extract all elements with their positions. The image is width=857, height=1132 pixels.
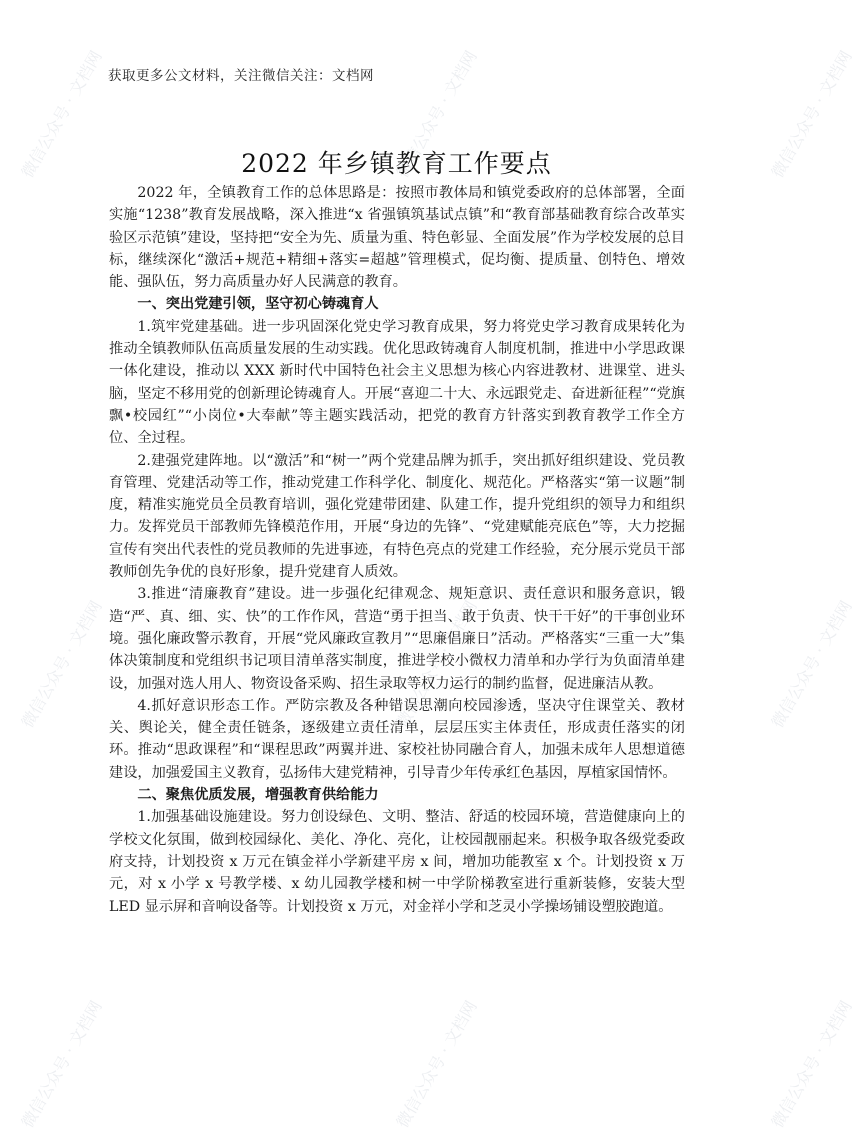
- section-heading: 一、突出党建引领，坚守初心铸魂育人: [137, 296, 379, 313]
- watermark: 微信公众号 · 文档网: [392, 47, 481, 181]
- watermark: 微信公众号 · 文档网: [767, 47, 856, 181]
- section-paragraph: 2.建强党建阵地。以“激活”和“树一”两个党建品牌为抓手，突出抓好组织建设、党员教育管理、党建活动等工作，推动党建工作科学化、制度化、规范化。严格落实“第一议题”制度，精准实施党员全员教育培训，强化党建带团建、队建工作，提升党组织的领导力和组织力。发挥党员干部教师先锋模范作用，开展“身边的先锋”、“党建赋能亮底色”等，大力挖掘宣传有突出代表性的党员教师的先进事迹，有特色亮点的党建工作经验，充分展示党员干部教师创先争优的良好形象，提升党建育人质效。: [109, 452, 685, 581]
- section-paragraph: 1.筑牢党建基础。进一步巩固深化党史学习教育成果，努力将党史学习教育成果转化为推动全镇教师队伍高质量发展的生动实践。优化思政铸魂育人制度机制，推进中小学思政课一体化建设，推动以 XXX 新时代中国特色社会主义思想为核心内容进教材、进课堂、进头脑，坚定不移用党的创新理论铸魂育人。开展“喜迎二十大、永远跟党走、奋进新征程”“党旗飘•校园红”“小岗位•大奉献”等主题实践活动，把党的教育方针落实到教育教学工作全方位、全过程。: [109, 318, 685, 447]
- section-paragraph: 1.加强基础设施建设。努力创设绿色、文明、整洁、舒适的校园环境，营造健康向上的学校文化氛围，做到校园绿化、美化、净化、亮化，让校园靓丽起来。积极争取各级党委政府支持，计划投资 x 万元在镇金祥小学新建平房 x 间，增加功能教室 x 个。计划投资 x 万元，对 x 小学 x 号教学楼、x 幼儿园教学楼和树一中学阶梯教室进行重新装修，安装大型 LED 显示屏和音响设备等。计划投资 x 万元，对金祥小学和芝灵小学操场铺设塑胶跑道。: [109, 809, 685, 915]
- section-paragraph: 3.推进“清廉教育”建设。进一步强化纪律观念、规矩意识、责任意识和服务意识，锻造“严、真、细、实、快”的工作作风，营造“勇于担当、敢于负责、快干干好”的干事创业环境。强化廉政警示教育，开展“党风廉政宣教月”“思廉倡廉日”活动。严格落实“三重一大”集体决策制度和党组织书记项目清单落实制度，推进学校小微权力清单和办学行为负面清单建设，加强对选人用人、物资设备采购、招生录取等权力运行的制约监督，促进廉洁从教。: [109, 586, 685, 692]
- section-paragraph: 4.抓好意识形态工作。严防宗教及各种错误思潮向校园渗透，坚决守住课堂关、教材关、舆论关，健全责任链条，逐级建立责任清单，层层压实主体责任，形成责任落实的闭环。推动“思政课程”和“课程思政”两翼并进、家校社协同融合育人，加强未成年人思想道德建设，加强爱国主义教育，弘扬伟大建党精神，引导青少年传承红色基因，厚植家国情怀。: [109, 697, 685, 781]
- watermark: 微信公众号 · 文档网: [17, 47, 106, 181]
- watermark: 微信公众号 · 文档网: [17, 597, 106, 731]
- intro-paragraph: 2022 年，全镇教育工作的总体思路是：按照市教体局和镇党委政府的总体部署，全面实施“1238”教育发展战略，深入推进“x 省强镇筑基试点镇”和“教育部基础教育综合改革实验区示范镇”建设，坚持把“安全为先、质量为重、特色彰显、全面发展”作为学校发展的总目标，继续深化“激活+规范+精细+落实=超越”管理模式，促均衡、提质量、创特色、增效能、强队伍，努力高质量办好人民满意的教育。: [109, 185, 685, 291]
- watermark: 微信公众号 · 文档网: [392, 997, 481, 1131]
- watermark: 微信公众号 · 文档网: [767, 997, 856, 1131]
- watermark: 微信公众号 · 文档网: [392, 597, 481, 731]
- document-body: [109, 182, 685, 918]
- watermark: 微信公众号 · 文档网: [767, 597, 856, 731]
- watermark: 微信公众号 · 文档网: [17, 997, 106, 1131]
- document-title: 2022 年乡镇教育工作要点: [241, 149, 552, 178]
- header-note: 获取更多公文材料，关注微信关注：文档网: [108, 68, 374, 84]
- section-heading: 二、聚焦优质发展，增强教育供给能力: [137, 787, 379, 804]
